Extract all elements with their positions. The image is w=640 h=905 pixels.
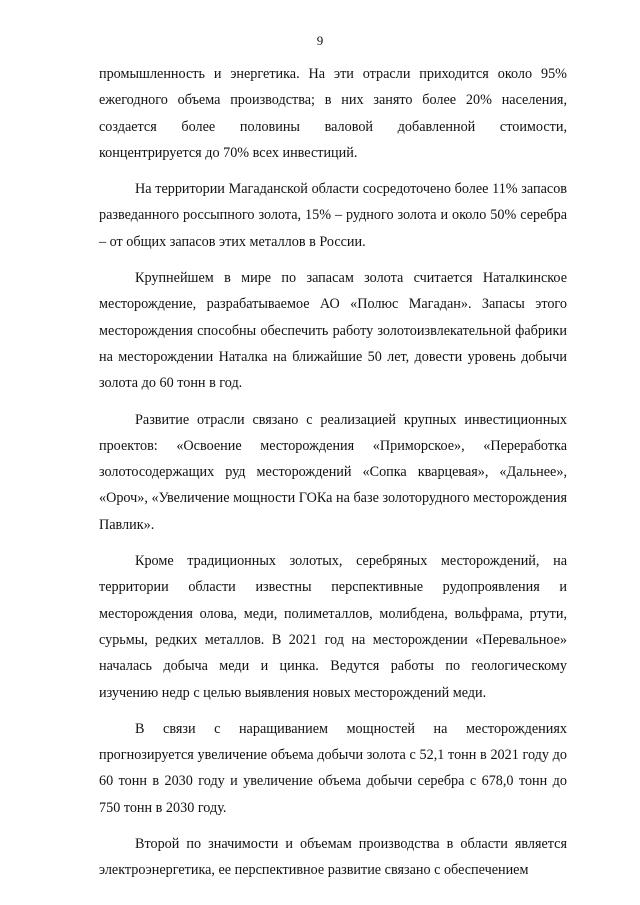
- paragraph-2: На территории Магаданской области сосредоточено более 11% запасов разведанного россыпного золота, 15% – рудного золота и около 50% серебра – от общих запасов этих металлов в России.: [99, 181, 567, 250]
- paragraph-7: Второй по значимости и объемам производства в области является электроэнергетика, ее перспективное развитие связано с обеспечением: [99, 836, 567, 879]
- paragraph-3: Крупнейшем в мире по запасам золота считается Наталкинское месторождение, разрабатываемое АО «Полюс Магадан». Запасы этого месторождения способны обеспечить работу золотоизвлекательной фабрики на месторождении Наталка на ближайшие 50 лет, довести уровень добычи золота до 60 тонн в год.: [99, 270, 567, 392]
- page-number: 9: [316, 33, 324, 48]
- document-body: [99, 61, 567, 894]
- paragraph-4: Развитие отрасли связано с реализацией крупных инвестиционных проектов: «Освоение месторождения «Приморское», «Переработка золотосодержащих руд месторождений «Сопка кварцевая», «Дальнее», «Ороч», «Увеличение мощности ГОКа на базе золоторудного месторождения Павлик».: [99, 411, 567, 533]
- paragraph-5: Кроме традиционных золотых, серебряных месторождений, на территории области известны перспективные рудопроявления и месторождения олова, меди, полиметаллов, молибдена, вольфрама, ртути, сурьмы, редких металлов. В 2021 год на месторождении «Перевальное» началась добыча меди и цинка. Ведутся работы по геологическому изучению недр с целью выявления новых месторождений меди.: [99, 553, 567, 701]
- paragraph-1: промышленность и энергетика. На эти отрасли приходится около 95% ежегодного объема производства; в них занято более 20% населения, создается более половины валовой добавленной стоимости, концентрируется до 70% всех инвестиций.: [99, 66, 567, 161]
- paragraph-6: В связи с наращиванием мощностей на месторождениях прогнозируется увеличение объема добычи золота с 52,1 тонн в 2021 году до 60 тонн в 2030 году и увеличение объема добычи серебра с 678,0 тонн до 750 тонн в 2030 году.: [99, 720, 567, 816]
